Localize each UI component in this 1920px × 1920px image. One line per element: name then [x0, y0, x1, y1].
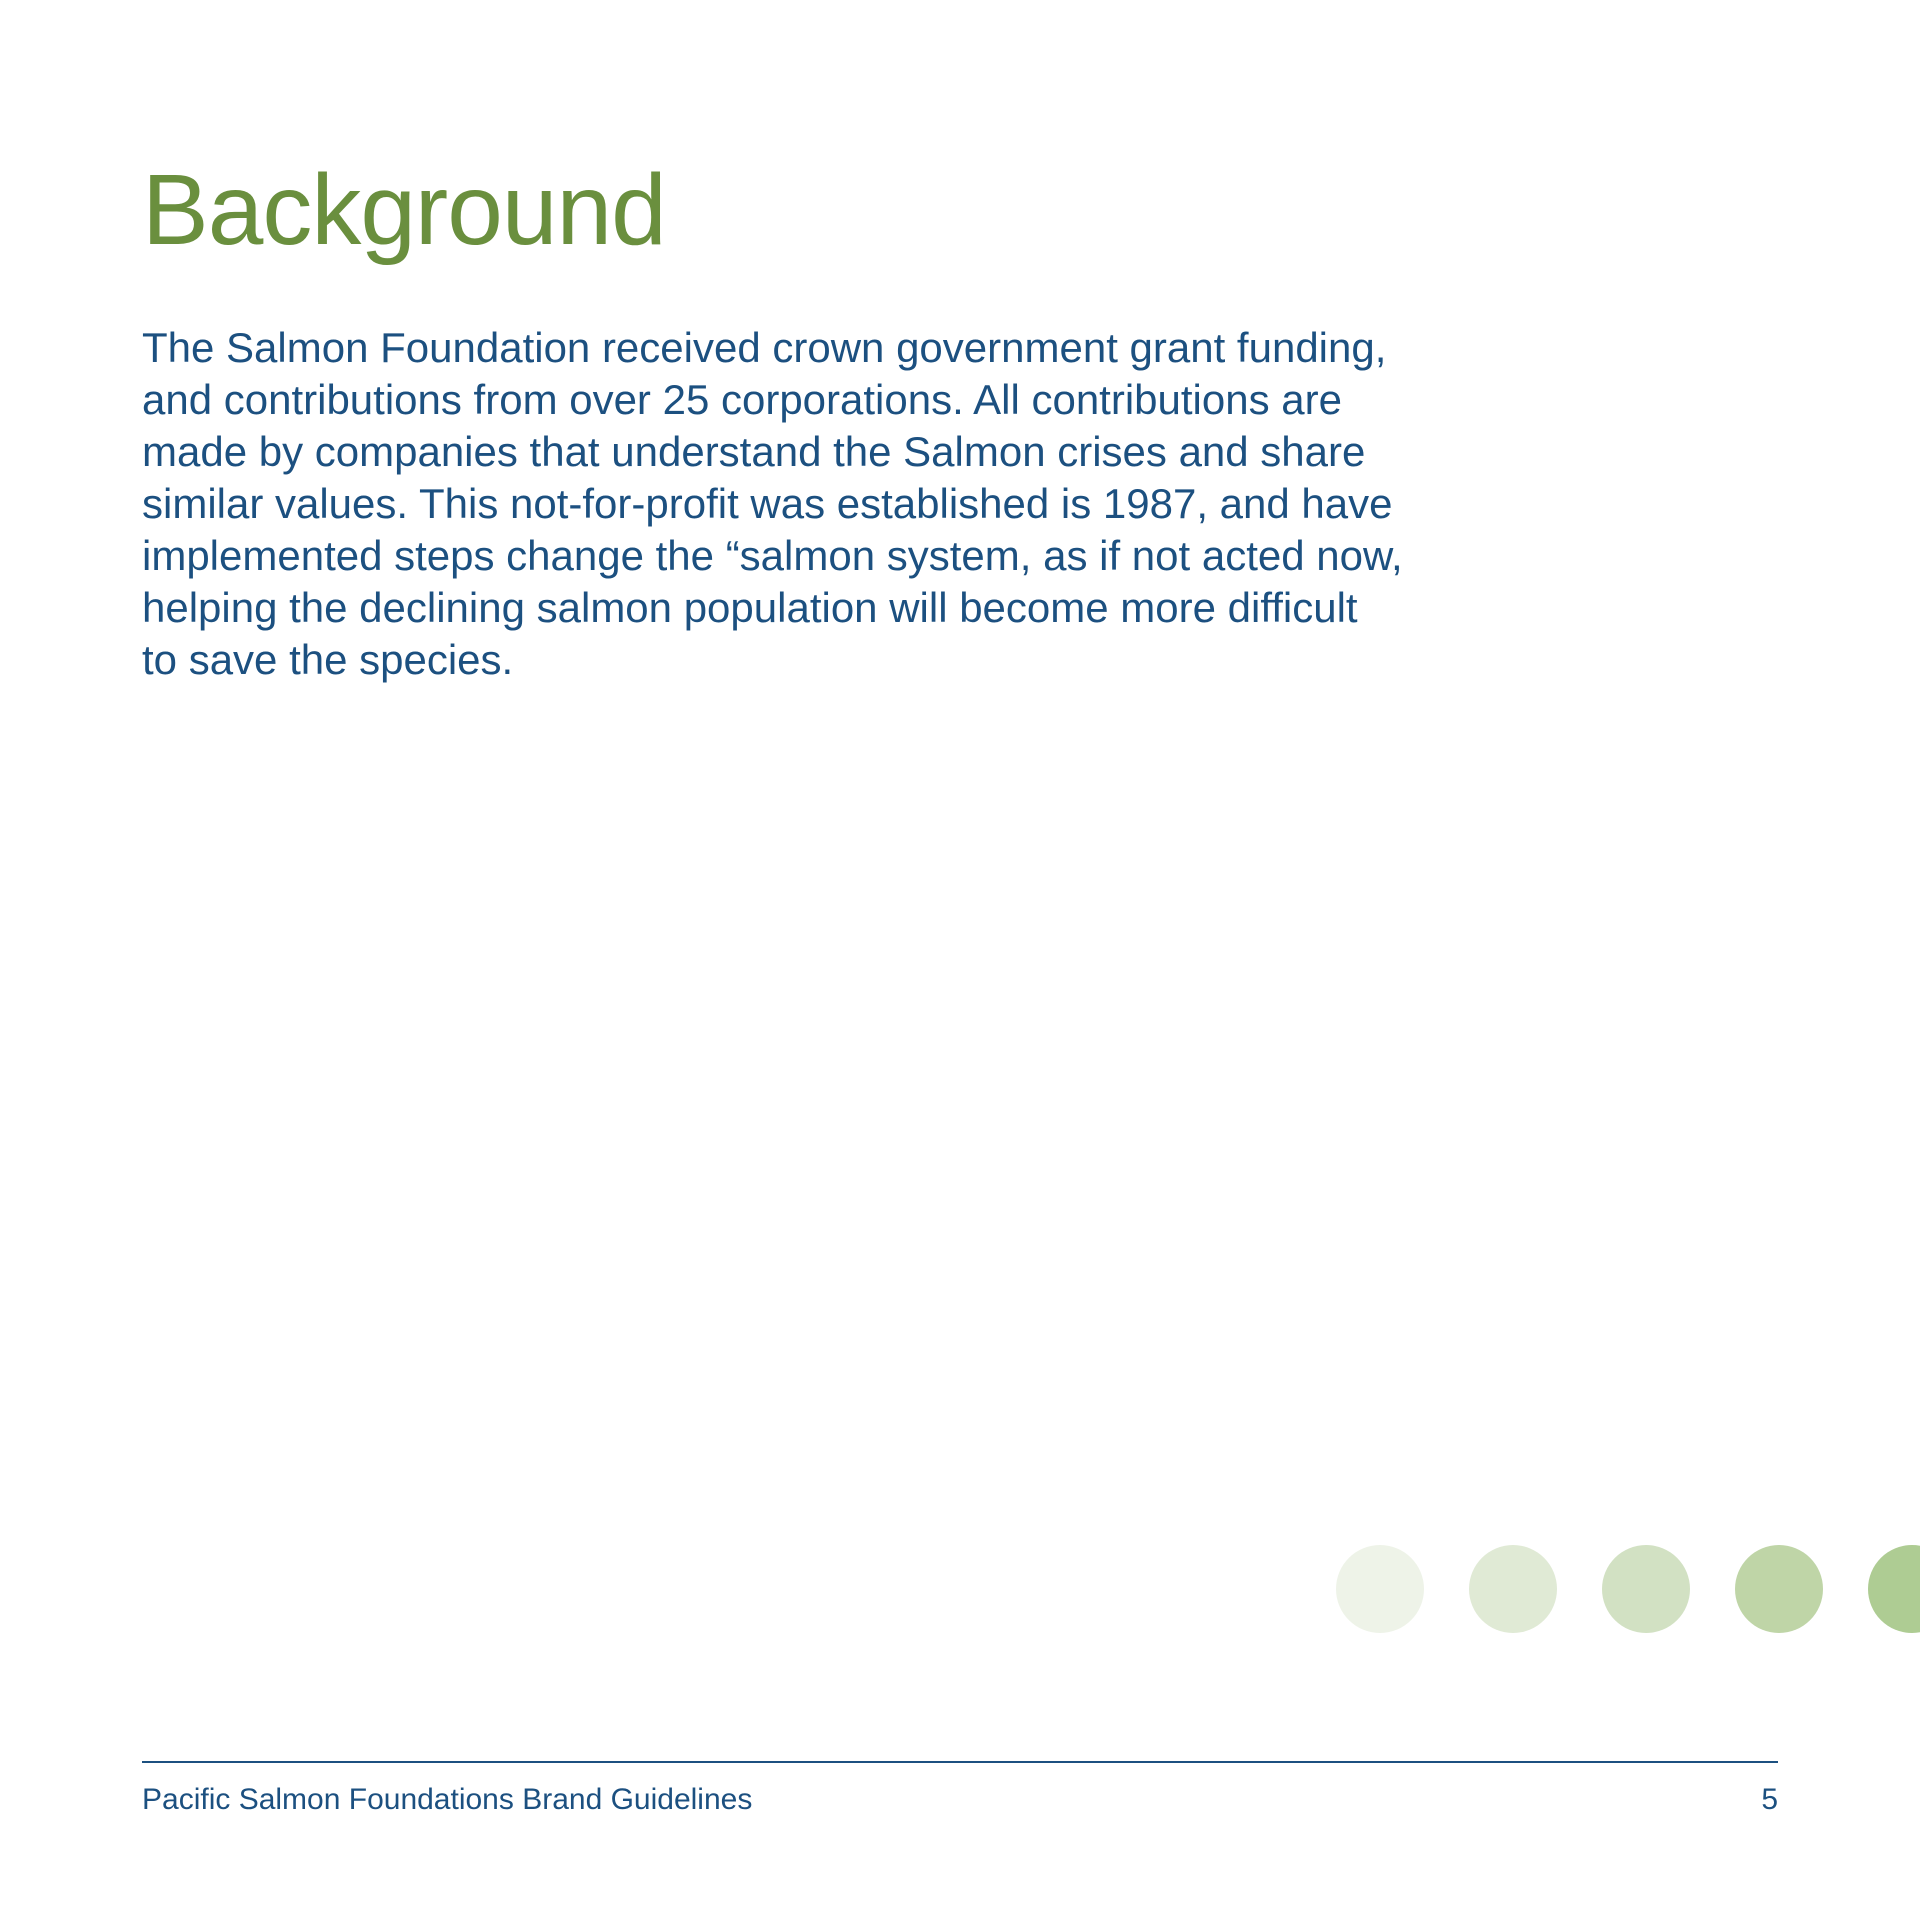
decorative-dot: [1735, 1545, 1823, 1633]
decorative-dot: [1336, 1545, 1424, 1633]
decorative-dot: [1602, 1545, 1690, 1633]
body-line: similar values. This not-for-profit was established is 1987, and have: [142, 480, 1393, 527]
body-line: The Salmon Foundation received crown government grant funding,: [142, 324, 1387, 371]
body-line: helping the declining salmon population will become more difficult: [142, 584, 1358, 631]
body-line: to save the species.: [142, 636, 514, 683]
decorative-dot: [1868, 1545, 1920, 1633]
footer-divider: [142, 1761, 1778, 1763]
body-line: and contributions from over 25 corporations. All contributions are: [142, 376, 1342, 423]
decorative-dot: [1469, 1545, 1557, 1633]
body-line: made by companies that understand the Salmon crises and share: [142, 428, 1366, 475]
page-title: Background: [142, 154, 666, 266]
footer-page-number: 5: [1761, 1783, 1778, 1816]
body-paragraph: [142, 322, 1542, 686]
body-line: implemented steps change the “salmon system, as if not acted now,: [142, 532, 1403, 579]
decorative-dot-row: [1336, 1545, 1920, 1633]
footer-document-title: Pacific Salmon Foundations Brand Guidelines: [142, 1783, 753, 1816]
